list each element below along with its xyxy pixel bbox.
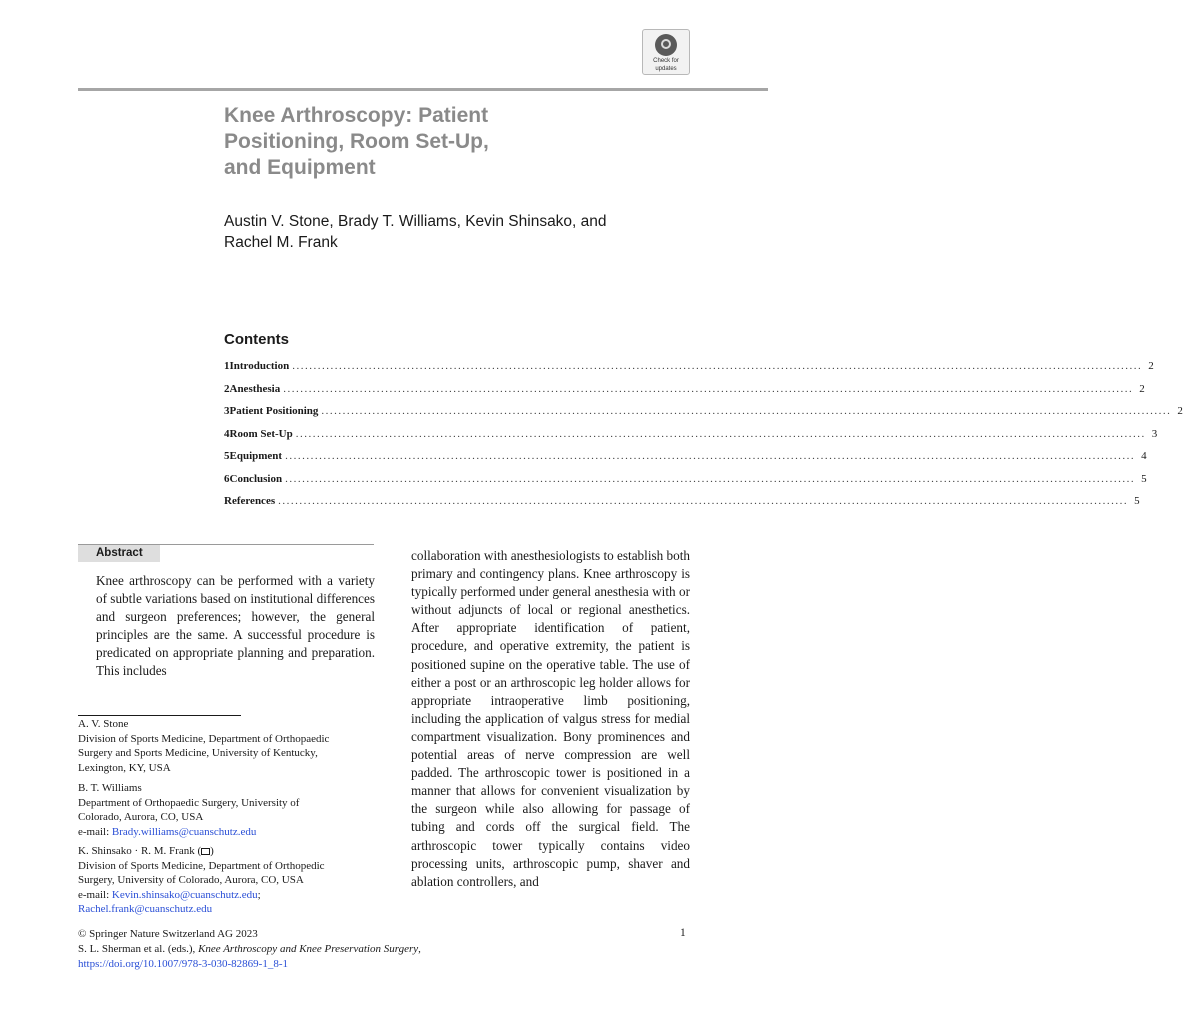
doi-link[interactable]: https://doi.org/10.1007/978-3-030-82869-1_8-1 (78, 958, 289, 970)
toc-page: 3 (1151, 427, 1158, 440)
toc-number: 5 (224, 450, 230, 462)
page-footer (78, 927, 690, 972)
body-column-2: collaboration with anesthesiologists to establish both primary and contingency plans. Knee arthroscopy is typically performed under general anesthesia with or without adjuncts of local or regional anesthetics. After appropriate identification of patient, procedure, and operative extremity, the patient is positioned supine on the operative table. The use of either a post or an arthroscopic leg holder allows for appropriate intraoperative limb positioning, including the application of valgus stress for medial compartment visualization. Bony prominences and potential areas of nerve compression are well padded. The arthroscopic tower is positioned in a manner that allows for convenient visualization by the surgeon while also allowing for passage of tubing and cords off the surgical field. The arthroscopic tower typically contains video processing units, arthroscopic pump, shaver and ablation controllers, and (411, 548, 690, 889)
toc-leader-dots: ........................................................................................................................................................................................................ (278, 495, 1129, 507)
title-line-2: Positioning, Room Set-Up, (224, 130, 489, 153)
toc-leader-dots: ........................................................................................................................................................................................................ (285, 450, 1136, 462)
copyright: © Springer Nature Switzerland AG 2023 (78, 928, 258, 940)
aff-williams-email-line (78, 825, 378, 840)
toc-row[interactable] (224, 382, 1145, 396)
citation (78, 942, 690, 957)
title-line-3: and Equipment (224, 156, 376, 179)
toc-row[interactable] (224, 404, 1183, 418)
aff-shinsako-email-line (78, 888, 378, 903)
affiliation-stone (78, 717, 378, 775)
toc-number: 1 (224, 360, 230, 372)
toc-label: Conclusion (229, 472, 283, 485)
aff-frank-email-line (78, 902, 378, 917)
toc-row[interactable] (224, 472, 1147, 486)
toc-number: 4 (224, 427, 230, 440)
email-separator: ; (257, 888, 261, 901)
toc-label: Introduction (229, 360, 290, 372)
check-for-updates-badge[interactable] (642, 29, 690, 75)
toc-row[interactable] (224, 494, 1140, 508)
email-label: e-mail: (78, 888, 112, 901)
frank-email-link[interactable]: Rachel.frank@cuanschutz.edu (78, 903, 213, 915)
toc-row[interactable] (224, 449, 1147, 463)
email-label: e-mail: (78, 825, 112, 838)
toc-page: 5 (1141, 472, 1147, 485)
envelope-icon (201, 848, 210, 855)
check-for-updates-icon (655, 34, 677, 56)
aff-williams-l1: Department of Orthopaedic Surgery, University of (78, 796, 300, 809)
citation-comma: , (418, 943, 421, 955)
toc-label: References (224, 495, 276, 507)
aff-stone-l3: Lexington, KY, USA (78, 761, 171, 774)
top-rule (78, 88, 768, 91)
toc-page: 2 (1148, 360, 1154, 372)
abstract-text: Knee arthroscopy can be performed with a variety of subtle variations based on institutional differences and surgeon preferences; however, the general principles are the same. A successful procedure is predicated on appropriate planning and preparation. This includes (96, 573, 375, 678)
aff-williams-l2: Colorado, Aurora, CO, USA (78, 811, 204, 823)
toc-page: 2 (1177, 405, 1183, 417)
doi-line (78, 957, 690, 972)
toc-page: 4 (1141, 450, 1147, 462)
aff-shinsako-l1: Division of Sports Medicine, Department of Orthopedic (78, 859, 325, 872)
page-number: 1 (680, 927, 686, 939)
shinsako-email-link[interactable]: Kevin.shinsako@cuanschutz.edu (111, 888, 258, 901)
toc-number: 3 (224, 405, 230, 417)
williams-email-link[interactable]: Brady.williams@cuanschutz.edu (111, 825, 257, 838)
toc-page: 2 (1139, 382, 1145, 395)
aff-shinsako-l2: Surgery, University of Colorado, Aurora, CO, USA (78, 874, 304, 886)
aff-stone-l2: Surgery and Sports Medicine, University of Kentucky, (78, 747, 318, 759)
aff-stone-l1: Division of Sports Medicine, Department of Orthopaedic (78, 732, 330, 745)
toc-row[interactable] (224, 359, 1154, 373)
title-line-1: Knee Arthroscopy: Patient (224, 104, 489, 127)
aff-williams-name: B. T. Williams (78, 782, 142, 794)
authors-line-2: Rachel M. Frank (224, 234, 338, 251)
toc-page: 5 (1134, 495, 1140, 507)
aff-shinsako-name (78, 844, 378, 859)
badge-line2: updates (655, 66, 677, 72)
toc-row[interactable] (224, 427, 1158, 441)
affiliation-williams (78, 781, 378, 839)
toc-leader-dots: ........................................................................................................................................................................................................ (295, 427, 1146, 440)
footnote-rule (78, 715, 241, 716)
contents-heading: Contents (224, 331, 289, 348)
toc-label: Equipment (229, 450, 283, 462)
toc-number: 2 (224, 382, 230, 395)
toc-leader-dots: ........................................................................................................................................................................................................ (321, 405, 1172, 417)
aff-shinsako-name-close: ) (210, 845, 214, 857)
aff-shinsako-name-text: K. Shinsako · R. M. Frank ( (78, 845, 202, 857)
toc-leader-dots: ........................................................................................................................................................................................................ (292, 360, 1143, 372)
aff-stone-name: A. V. Stone (78, 718, 129, 730)
citation-editors: S. L. Sherman et al. (eds.), (78, 943, 199, 955)
toc-number: 6 (224, 472, 230, 485)
chapter-title (224, 103, 684, 181)
abstract-heading: Abstract (78, 545, 160, 562)
authors-line-1: Austin V. Stone, Brady T. Williams, Kevin Shinsako, and (224, 213, 607, 230)
badge-line1: Check for (653, 58, 679, 64)
toc-label: Room Set-Up (229, 427, 293, 440)
toc-leader-dots: ........................................................................................................................................................................................................ (283, 382, 1134, 395)
toc-leader-dots: ........................................................................................................................................................................................................ (285, 472, 1136, 485)
toc-label: Anesthesia (229, 382, 281, 395)
author-list (224, 211, 684, 253)
affiliation-shinsako-frank (78, 844, 378, 917)
citation-book-title: Knee Arthroscopy and Knee Preservation Surgery (198, 943, 419, 955)
toc-label: Patient Positioning (229, 405, 319, 417)
